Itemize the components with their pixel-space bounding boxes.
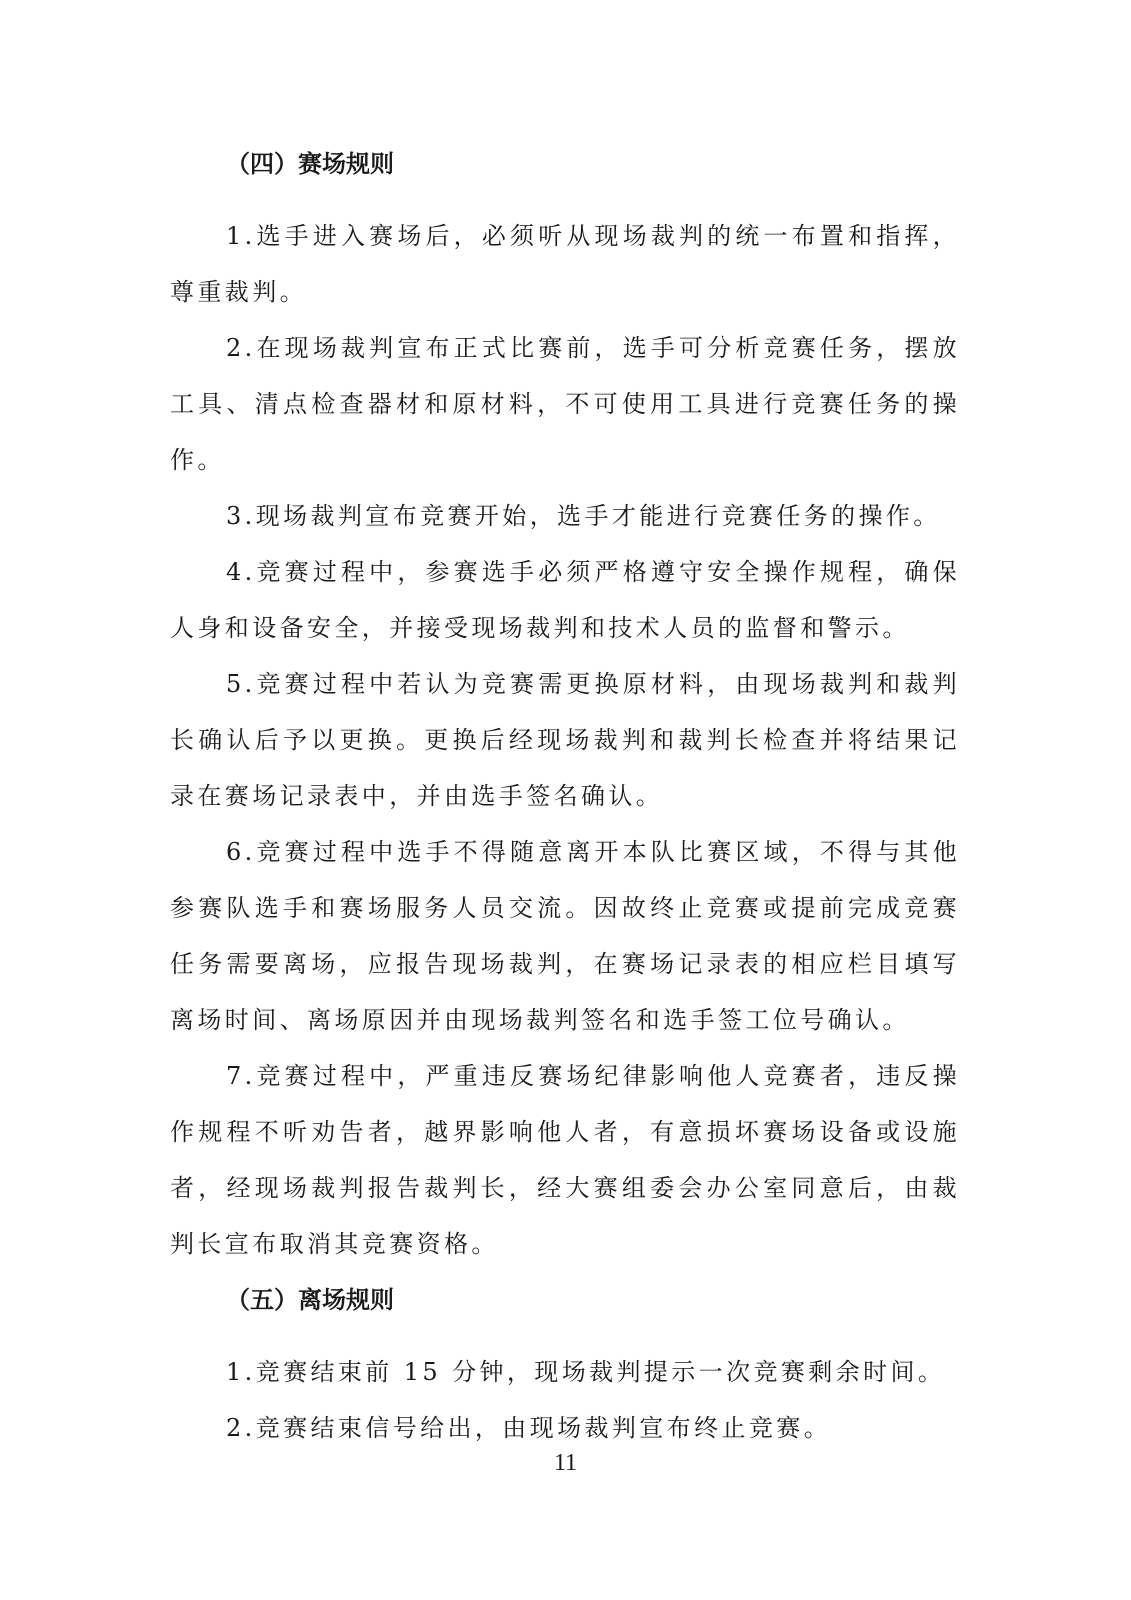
rule-item-5-1: 1.竞赛结束前 15 分钟，现场裁判提示一次竞赛剩余时间。 — [226, 1358, 946, 1386]
rule-item-4-2: 2.在现场裁判宣布正式比赛前，选手可分析竞赛任务，摆放工具、清点检查器材和原材料，不可使用工具进行竞赛任务的操作。 — [170, 334, 960, 474]
section-heading-4: （四）赛场规则 — [226, 150, 394, 178]
section-heading-5: （五）离场规则 — [226, 1286, 394, 1314]
page-number: 11 — [553, 1450, 578, 1476]
rule-item-4-7: 7.竞赛过程中，严重违反赛场纪律影响他人竞赛者，违反操作规程不听劝告者，越界影响他人者，有意损坏赛场设备或设施者，经现场裁判报告裁判长，经大赛组委会办公室同意后，由裁判长宣布取消其竞赛资格。 — [170, 1062, 960, 1258]
rule-item-4-1: 1.选手进入赛场后，必须听从现场裁判的统一布置和指挥，尊重裁判。 — [170, 222, 960, 306]
rule-item-5-2: 2.竞赛结束信号给出，由现场裁判宣布终止竞赛。 — [226, 1414, 832, 1442]
rule-item-4-6: 6.竞赛过程中选手不得随意离开本队比赛区域，不得与其他参赛队选手和赛场服务人员交流。因故终止竞赛或提前完成竞赛任务需要离场，应报告现场裁判，在赛场记录表的相应栏目填写离场时间、离场原因并由现场裁判签名和选手签工位号确认。 — [170, 838, 960, 1034]
rule-item-4-4: 4.竞赛过程中，参赛选手必须严格遵守安全操作规程，确保人身和设备安全，并接受现场裁判和技术人员的监督和警示。 — [170, 558, 960, 642]
rule-item-4-3: 3.现场裁判宣布竞赛开始，选手才能进行竞赛任务的操作。 — [226, 502, 941, 530]
rule-item-4-5: 5.竞赛过程中若认为竞赛需更换原材料，由现场裁判和裁判长确认后予以更换。更换后经现场裁判和裁判长检查并将结果记录在赛场记录表中，并由选手签名确认。 — [170, 670, 960, 810]
page-body — [170, 134, 960, 1456]
